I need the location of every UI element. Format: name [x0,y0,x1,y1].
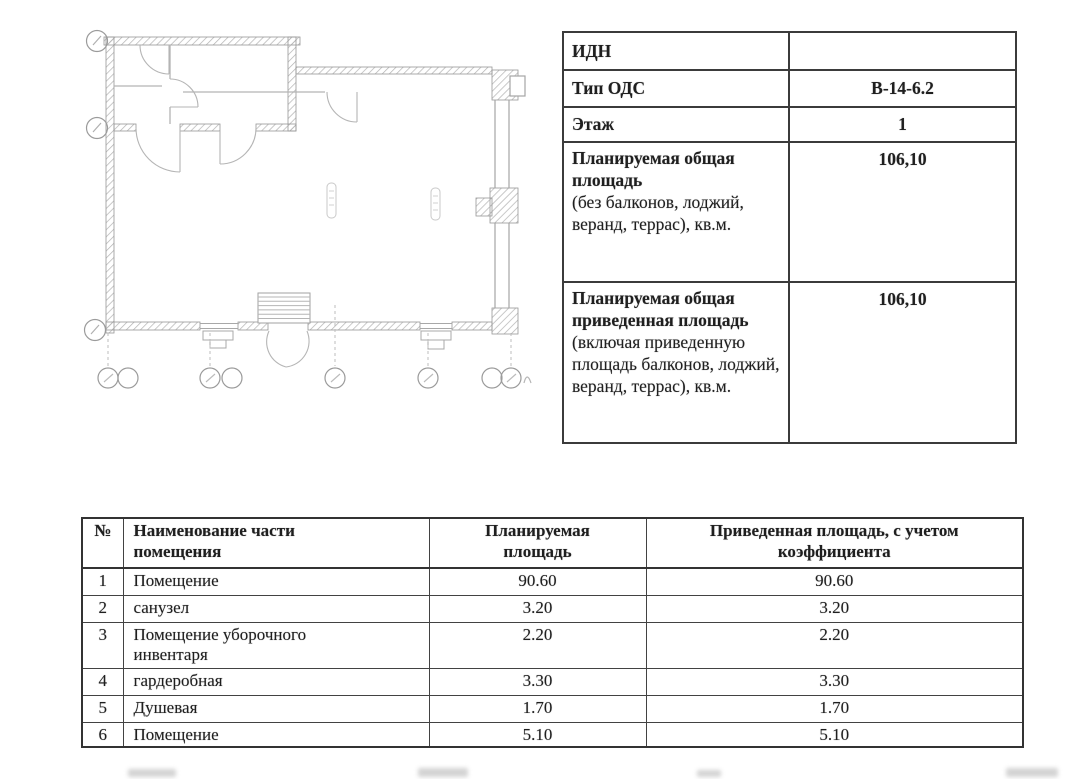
reduced-area-value: 106,10 [878,289,927,309]
row-name: Душевая [123,695,429,722]
row-num: 5 [82,695,123,722]
axis-bubble-bottom [482,368,502,388]
summary-row-reduced-area [564,281,1015,442]
table-row [82,668,1023,695]
header-reduced: Приведенная площадь, с учетом коэффициента [709,521,959,561]
door-arc [140,45,169,74]
row-name: Помещение уборочного инвентаря [123,622,429,668]
window-icon [200,324,238,329]
row-name: гардеробная [123,668,429,695]
floor-label: Этаж [572,114,615,135]
row-planned: 3.20 [429,595,646,622]
door-arcs [136,45,357,367]
door-arc [286,331,309,367]
door-arc [170,79,198,107]
header-name: Наименование части помещения [133,521,295,561]
ods-type-value: В-14-6.2 [871,78,934,98]
window-icon [420,324,452,329]
row-num: 4 [82,668,123,695]
ods-type-label: Тип ОДС [572,78,646,99]
row-reduced: 3.20 [646,595,1023,622]
table-row [82,622,1023,668]
row-planned: 5.10 [429,722,646,747]
axis-bubble-mark [524,377,531,383]
summary-row-planned-area [564,141,1015,281]
room-label-stamps [327,183,440,220]
summary-row-idn [564,33,1015,69]
radiator-icon [210,340,226,348]
radiator-icon [421,331,451,340]
door-arc [267,331,286,367]
floor-plan-drawing [80,15,560,405]
summary-row-floor [564,106,1015,141]
radiator-icon [428,340,444,349]
idn-value [790,33,1015,69]
summary-row-ods-type [564,69,1015,106]
table-row [82,722,1023,747]
row-planned: 3.30 [429,668,646,695]
row-planned: 2.20 [429,622,646,668]
door-arc [327,92,357,122]
table-row [82,695,1023,722]
reduced-area-note: (включая приведенную площадь балконов, лоджий, веранд, террас), кв.м. [572,331,780,396]
row-name: санузел [123,595,429,622]
row-reduced: 2.20 [646,622,1023,668]
rooms-table [81,517,1024,748]
row-planned: 90.60 [429,568,646,595]
axis-bubble-bottom [222,368,242,388]
reduced-area-label: Планируемая общая приведенная площадь [572,288,749,330]
row-reduced: 1.70 [646,695,1023,722]
planned-area-label: Планируемая общая площадь [572,148,735,190]
row-name: Помещение [123,722,429,747]
table-row [82,595,1023,622]
wall-tab [510,76,525,96]
cutoff-text-fragment [128,769,176,777]
row-num: 1 [82,568,123,595]
floor-value: 1 [898,114,907,134]
cutoff-text-fragment [697,770,721,777]
row-reduced: 3.30 [646,668,1023,695]
stair-hatch [258,293,310,323]
row-planned: 1.70 [429,695,646,722]
door-arc [220,128,256,164]
header-num: № [82,518,123,568]
row-num: 6 [82,722,123,747]
table-row [82,568,1023,595]
row-reduced: 5.10 [646,722,1023,747]
wall-column [490,188,518,223]
exterior-walls [104,37,518,334]
rooms-header-row [82,518,1023,568]
cutoff-text-fragment [1006,768,1058,777]
summary-table [562,31,1017,444]
idn-label: ИДН [572,40,612,61]
wall-column-tab [476,198,492,216]
planned-area-value: 106,10 [878,149,927,169]
door-arc [136,128,180,172]
row-reduced: 90.60 [646,568,1023,595]
row-num: 3 [82,622,123,668]
axis-bubble-bottom [118,368,138,388]
floor-plan [80,15,560,405]
wall-column [492,308,518,334]
planned-area-note: (без балконов, лоджий, веранд, террас), кв.м. [572,191,744,234]
row-name: Помещение [123,568,429,595]
row-num: 2 [82,595,123,622]
cutoff-text-fragment [418,768,468,777]
radiator-icon [203,331,233,340]
header-planned: Планируемая площадь [485,521,590,561]
